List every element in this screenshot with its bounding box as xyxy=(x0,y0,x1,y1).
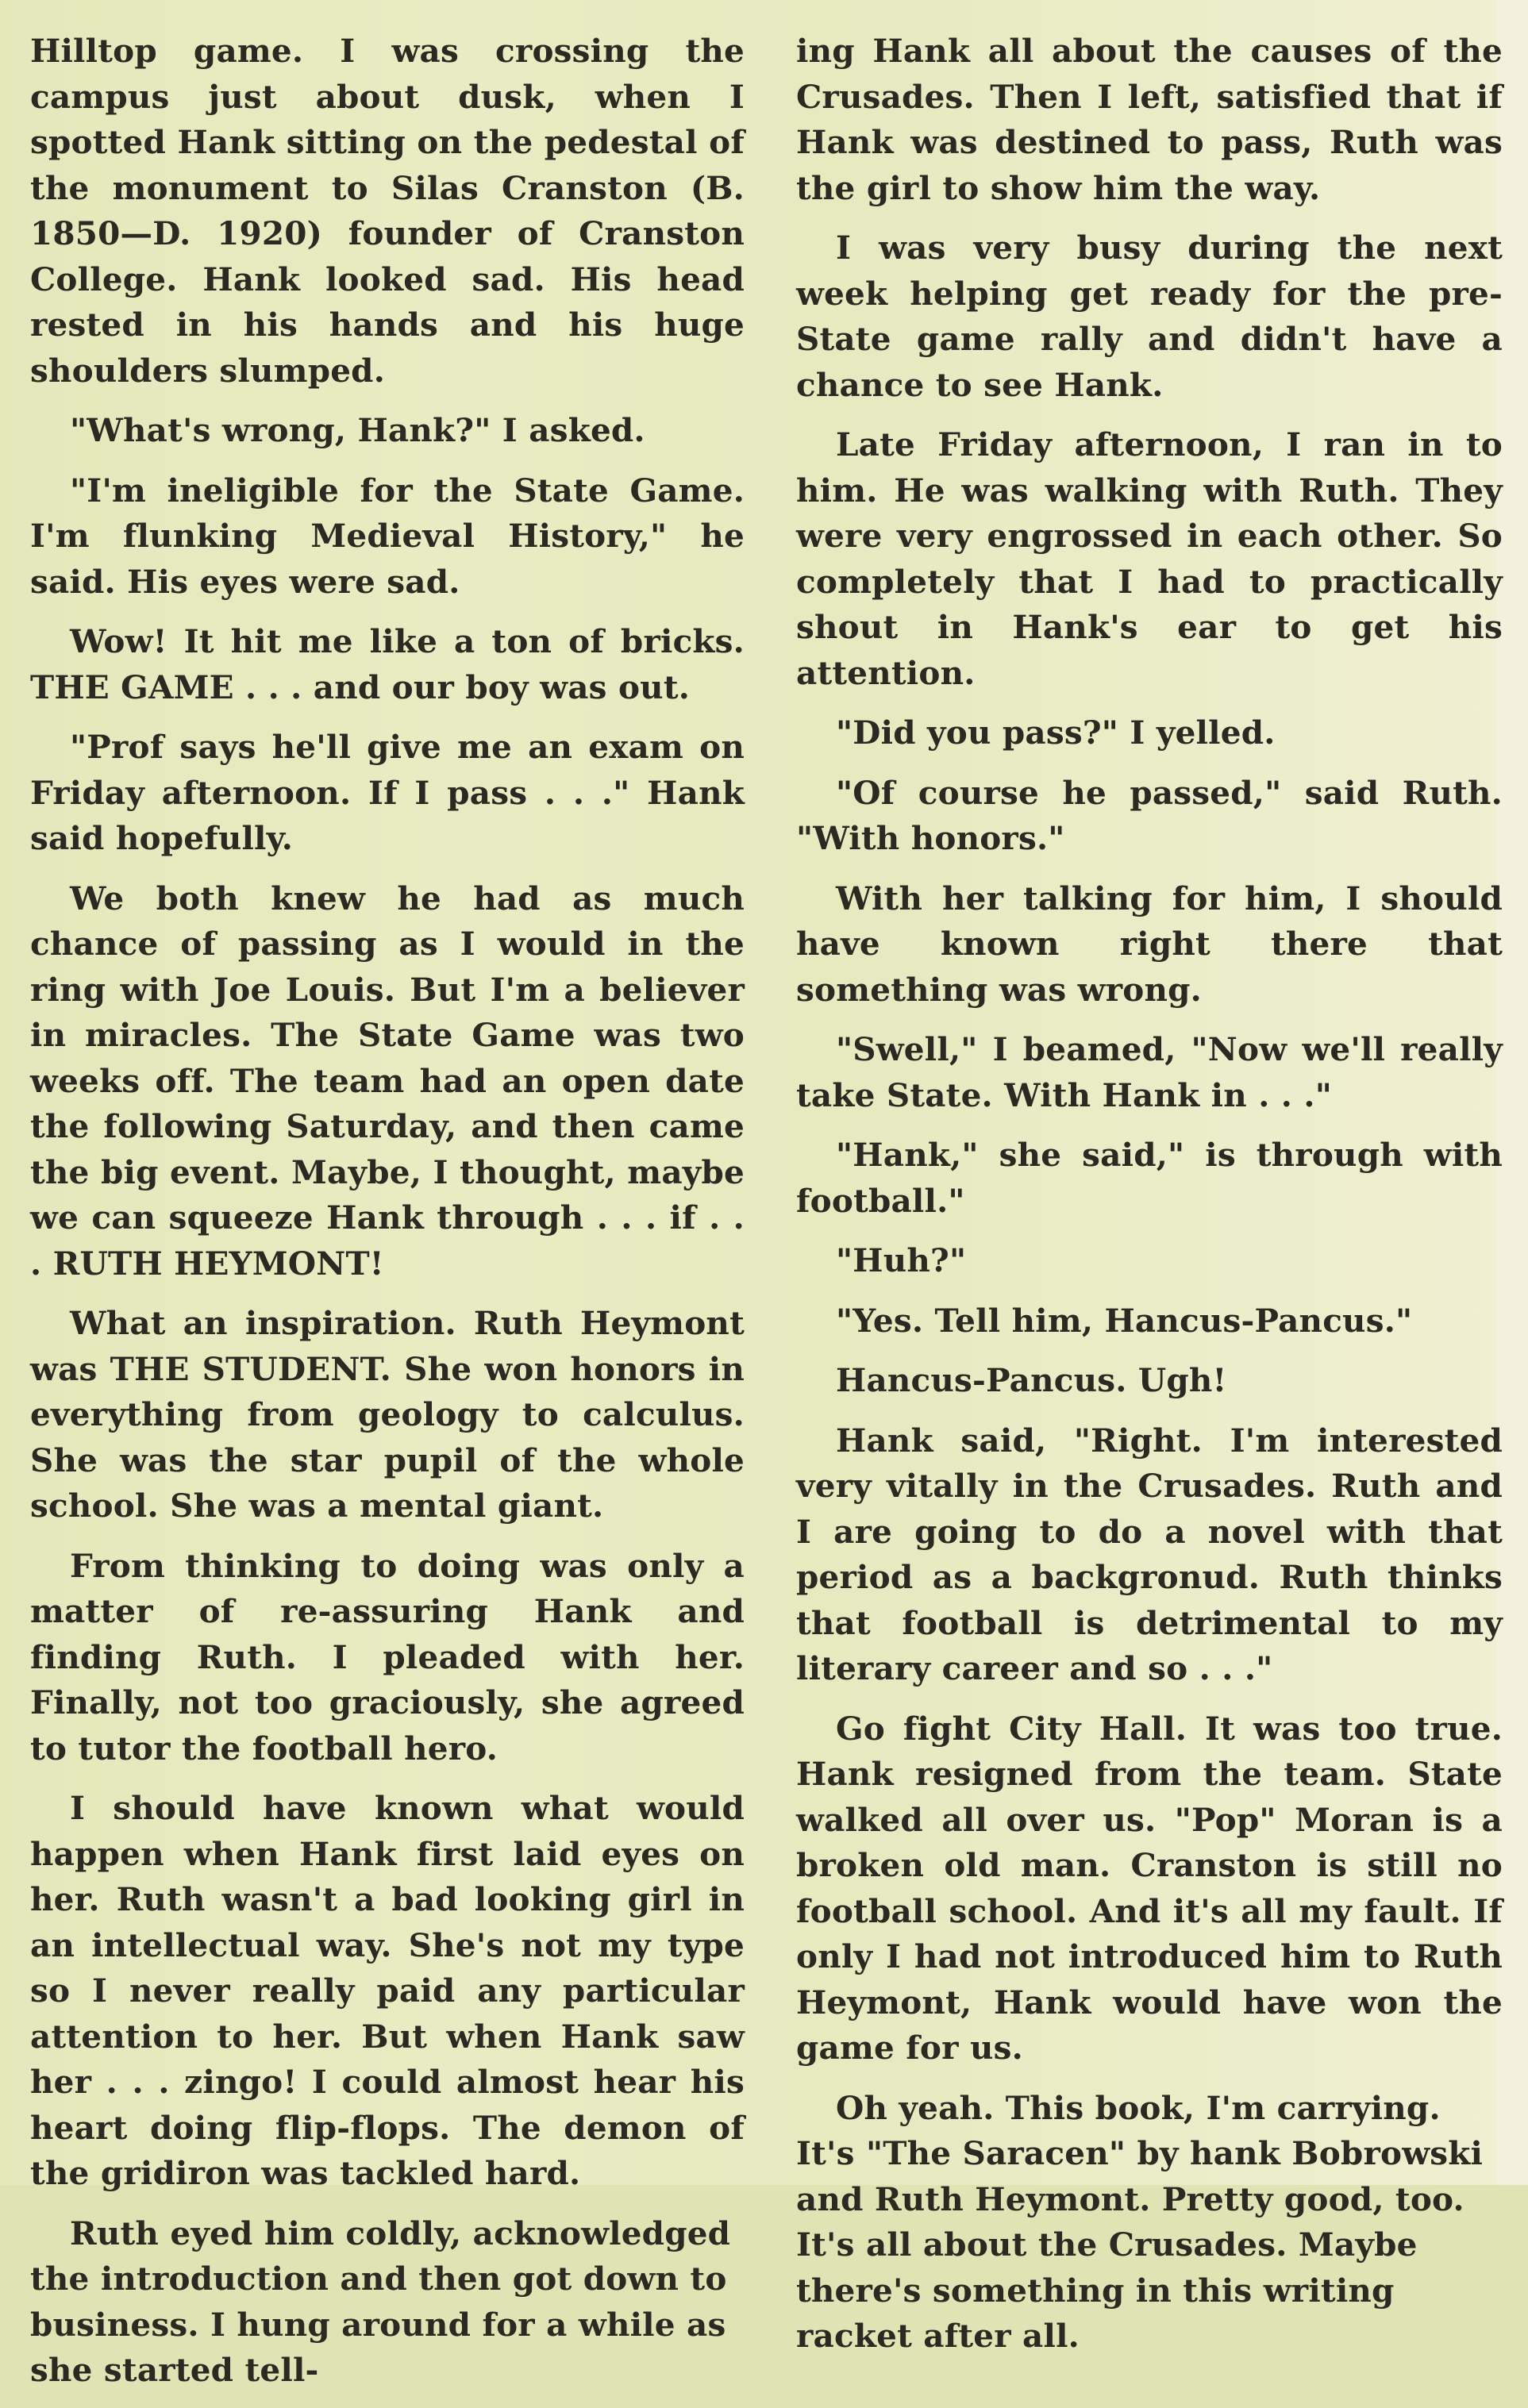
paragraph: ing Hank all about the causes of the Crusades. Then I left, satisfied that if Hank was destined to pass, Ruth was the girl to show him the way. xyxy=(796,32,1503,207)
paragraph: Oh yeah. This book, I'm carrying. It's "The Saracen" by hank Bobrowski and Ruth Heymont. Pretty good, too. It's all about the Crusades. Maybe there's something in this writing racket after all. xyxy=(796,2088,1484,2355)
paragraph: "Did you pass?" I yelled. xyxy=(836,714,1276,752)
paragraph: "Hank," she said," is through with football." xyxy=(796,1136,1503,1220)
right-column xyxy=(796,29,1503,2374)
paragraph: "Prof says he'll give me an exam on Friday afternoon. If I pass . . ." Hank said hopefully. xyxy=(30,728,745,857)
paragraph: Hancus-Pancus. Ugh! xyxy=(836,1361,1227,1399)
paragraph: We both knew he had as much chance of passing as I would in the ring with Joe Louis. But I'm a believer in miracles. The State Game was two weeks off. The team had an open date the following Saturday, and then came the big event. Maybe, I thought, maybe we can squeeze Hank through . . . if . . . RUTH HEYMONT! xyxy=(30,879,745,1283)
paragraph: Late Friday afternoon, I ran in to him. He was walking with Ruth. They were very engrossed in each other. So completely that I had to practically shout in Hank's ear to get his attention. xyxy=(796,425,1503,692)
paragraph: "I'm ineligible for the State Game. I'm flunking Medieval History," he said. His eyes were sad. xyxy=(30,471,745,601)
paragraph: With her talking for him, I should have known right there that something was wrong. xyxy=(796,879,1503,1009)
paragraph: Hank said, "Right. I'm interested very vitally in the Crusades. Ruth and I are going to do a novel with that period as a backgronud. Ruth thinks that football is detrimental to my literary career and so . . ." xyxy=(796,1421,1503,1687)
paragraph: Go fight City Hall. It was too true. Hank resigned from the team. State walked all over us. "Pop" Moran is a broken old man. Cranston is still no football school. And it's all my fault. If only I had not introduced him to Ruth Heymont, Hank would have won the game for us. xyxy=(796,1709,1503,2067)
paragraph: "Of course he passed," said Ruth. "With honors." xyxy=(796,773,1503,857)
paragraph: Ruth eyed him coldly, acknowledged the introduction and then got down to business. I hung around for a while as she started tell- xyxy=(30,2214,731,2389)
paragraph: I should have known what would happen when Hank first laid eyes on her. Ruth wasn't a bad looking girl in an intellectual way. She's not my type so I never really paid any particular attention to her. But when Hank saw her . . . zingo! I could almost hear his heart doing flip-flops. The demon of the gridiron was tackled hard. xyxy=(30,1789,745,2192)
paragraph: I was very busy during the next week helping get ready for the pre-State game rally and didn't have a chance to see Hank. xyxy=(796,229,1503,404)
paragraph: "Huh?" xyxy=(836,1241,967,1279)
paragraph: Wow! It hit me like a ton of bricks. THE GAME . . . and our boy was out. xyxy=(30,622,745,706)
paragraph: Hilltop game. I was crossing the campus just about dusk, when I spotted Hank sitting on the pedestal of the monument to Silas Cranston (B. 1850—D. 1920) founder of Cranston College. Hank looked sad. His head rested in his hands and his huge shoulders slumped. xyxy=(30,32,745,390)
left-column xyxy=(30,29,745,2408)
paragraph: "Yes. Tell him, Hancus-Pancus." xyxy=(836,1301,1413,1340)
paragraph: From thinking to doing was only a matter of re-assuring Hank and finding Ruth. I pleaded with her. Finally, not too graciously, she agreed to tutor the football hero. xyxy=(30,1546,745,1768)
paragraph: What an inspiration. Ruth Heymont was THE STUDENT. She won honors in everything from geology to calculus. She was the star pupil of the whole school. She was a mental giant. xyxy=(30,1304,745,1525)
paragraph: "What's wrong, Hank?" I asked. xyxy=(70,411,645,449)
paragraph: "Swell," I beamed, "Now we'll really take State. With Hank in . . ." xyxy=(796,1030,1503,1114)
